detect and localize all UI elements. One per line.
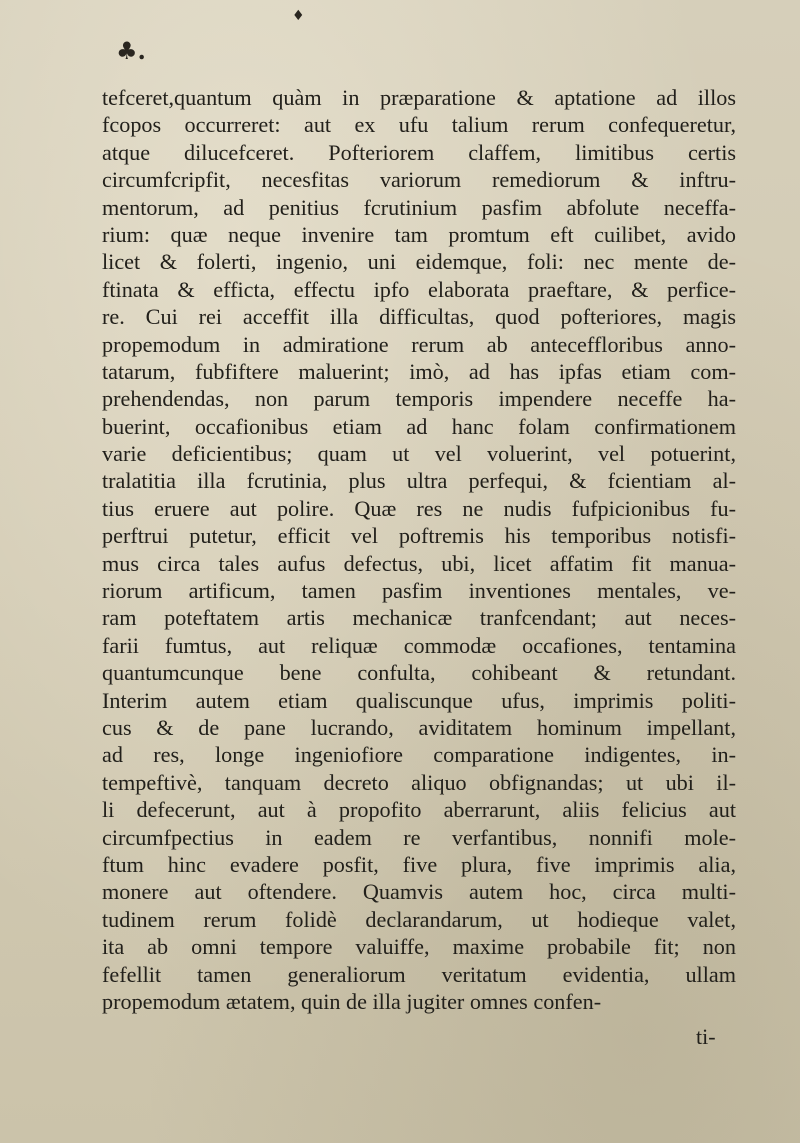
text-line: mentorum, ad penitius fcrutinium pasfim abfolute neceffa- [102, 194, 736, 220]
text-line: propemodum ætatem, quin de illa jugiter omnes confen- [102, 988, 602, 1014]
text-line: ram poteftatem artis mechanicæ tranfcendant; aut neces- [102, 605, 736, 631]
text-line: ftum hinc evadere posfit, five plura, five imprimis alia, [102, 851, 736, 877]
text-line: buerint, occafionibus etiam ad hanc folam confirmationem [102, 413, 736, 439]
text-line: tatarum, fubfiftere maluerint; imò, ad has ipfas etiam com- [102, 358, 736, 384]
text-line: prehendendas, non parum temporis impendere neceffe ha- [102, 386, 736, 412]
text-line: cus & de pane lucrando, aviditatem hominum impellant, [102, 714, 736, 740]
text-line: perftrui putetur, efficit vel poftremis his temporibus notisfi- [102, 523, 736, 549]
text-line: propemodum in admiratione rerum ab anteceffloribus anno- [102, 331, 736, 357]
text-line: riorum artificum, tamen pasfim inventiones mentales, ve- [102, 578, 736, 604]
text-line: circumfcripfit, necesfitas variorum remediorum & inftru- [102, 167, 736, 193]
text-line: circumfpectius in eadem re verfantibus, nonnifi mole- [102, 824, 736, 850]
text-line: tefceret,quantum quàm in præparatione & aptatione ad illos [102, 85, 736, 110]
text-line: licet & folerti, ingenio, uni eidemque, foli: nec mente de- [102, 249, 736, 275]
text-line: fcopos occurreret: aut ex ufu talium rerum confequeretur, [102, 112, 736, 138]
body-text [102, 84, 736, 1015]
text-line: tudinem rerum folidè declarandarum, ut hodieque valet, [102, 906, 736, 932]
text-line: li defecerunt, aut à propofito aberrarunt, aliis felicius aut [102, 797, 736, 823]
text-line: monere aut oftendere. Quamvis autem hoc, circa multi- [102, 879, 736, 905]
corner-mark: ♣. [116, 36, 146, 65]
text-line: ad res, longe ingeniofiore comparatione indigentes, in- [102, 742, 736, 768]
text-line: Interim autem etiam qualiscunque ufus, imprimis politi- [102, 687, 736, 713]
text-line: farii fumtus, aut reliquæ commodæ occafiones, tentamina [102, 632, 736, 658]
text-line: ita ab omni tempore valuiffe, maxime probabile fit; non [102, 934, 736, 960]
text-line: tempeftivè, tanquam decreto aliquo obfignandas; ut ubi il- [102, 769, 736, 795]
catchword: ti- [696, 1024, 716, 1049]
text-line: atque dilucefceret. Pofteriorem claffem, limitibus certis [102, 139, 736, 165]
text-line: varie deficientibus; quam ut vel voluerint, vel potuerint, [102, 441, 736, 467]
text-line: rium: quæ neque invenire tam promtum eft cuilibet, avido [102, 221, 736, 247]
text-line: tius eruere aut polire. Quæ res ne nudis fufpicionibus fu- [102, 495, 736, 521]
text-line: re. Cui rei acceffit illa difficultas, quod pofteriores, magis [102, 304, 736, 330]
text-line: ftinata & effictа, effectu ipfo elaborata praeftare, & perfice- [102, 276, 736, 302]
text-line: tralatitia illa fcrutinia, plus ultra perfequi, & fcientiam al- [102, 468, 736, 494]
text-line: quantumcunque bene confulta, cohibeant & retundant. [102, 660, 736, 686]
ornament-mark: ♦ [292, 8, 305, 24]
text-line: mus circa tales aufus defectus, ubi, licet affatim fit manua- [102, 550, 736, 576]
text-line: fefellit tamen generaliorum veritatum evidentia, ullam [102, 961, 736, 987]
